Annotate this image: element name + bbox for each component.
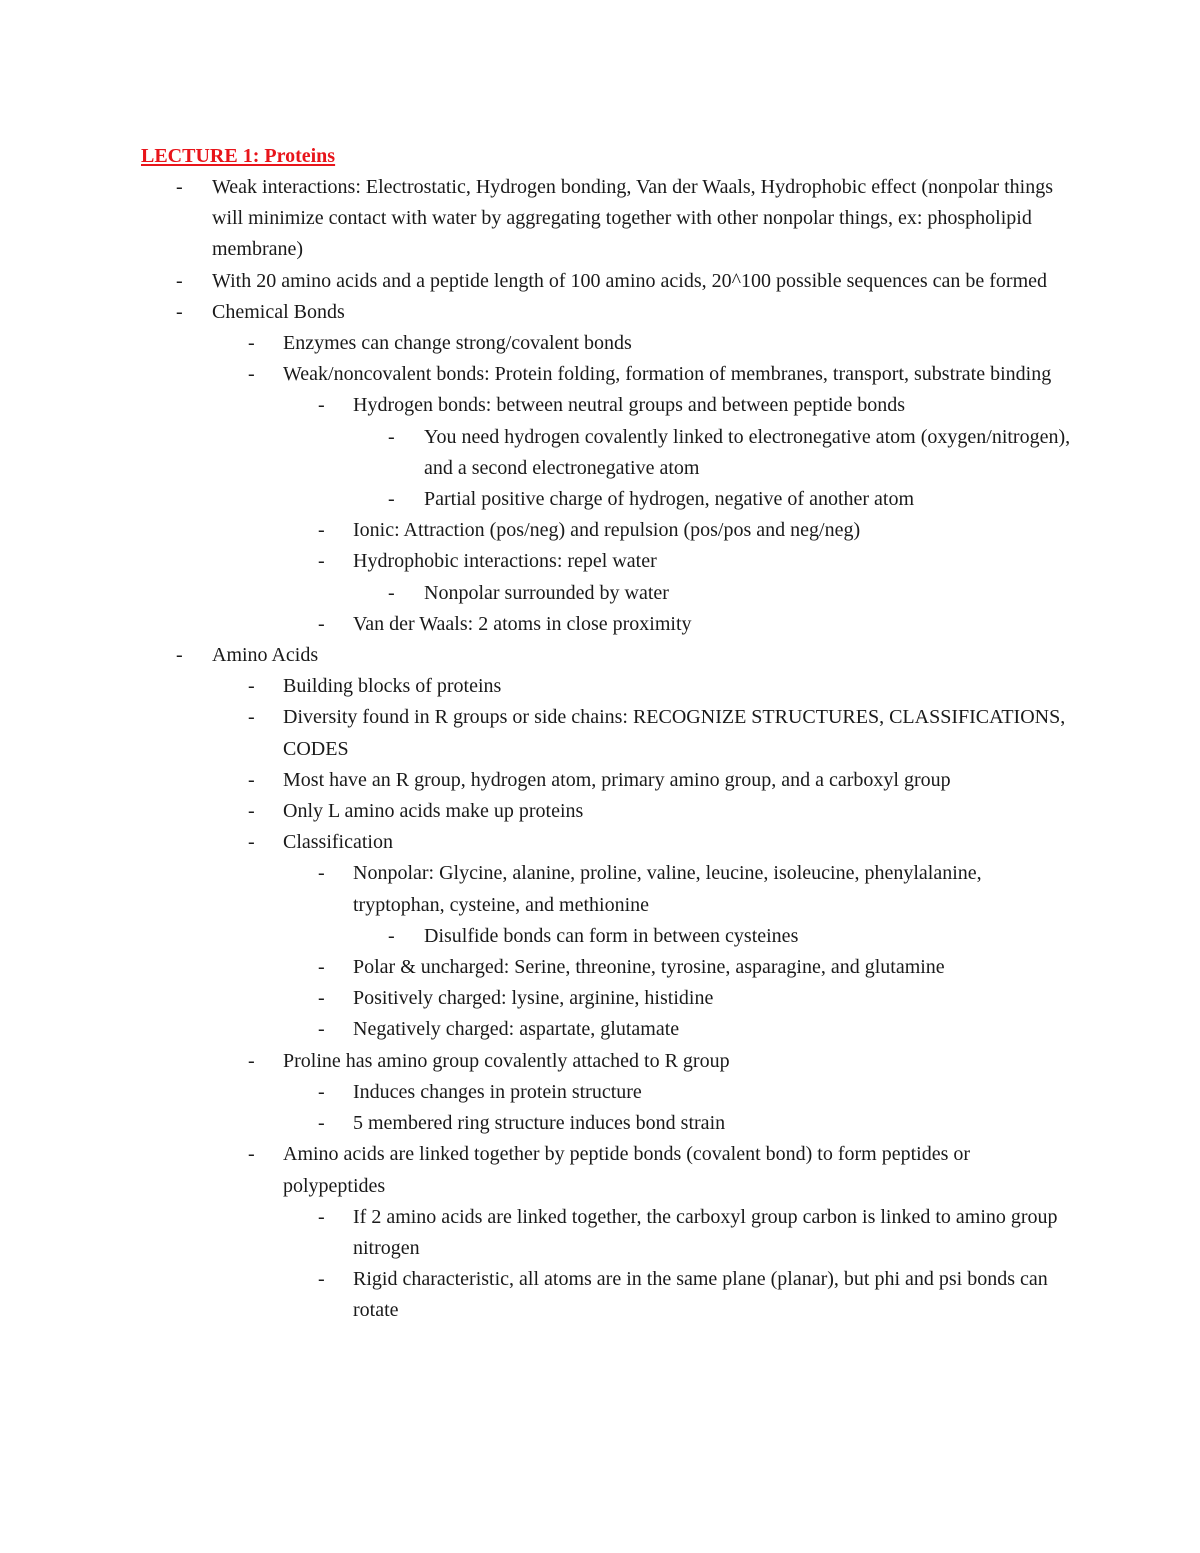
bullet-item-level-2 [0, 359, 1200, 390]
bullet-dash: - [176, 644, 183, 667]
bullet-item-level-2 [0, 328, 1200, 359]
bullet-item-level-3 [0, 858, 1200, 920]
bullet-item-level-3 [0, 952, 1200, 983]
bullet-item-level-3 [0, 983, 1200, 1014]
bullet-text: Diversity found in R groups or side chains: RECOGNIZE STRUCTURES, CLASSIFICATIONS, CODES [283, 706, 1066, 760]
bullet-dash: - [388, 581, 395, 604]
bullet-dash: - [248, 332, 255, 355]
bullet-item-level-3 [0, 390, 1200, 421]
bullet-dash: - [248, 363, 255, 386]
bullet-item-level-4 [0, 921, 1200, 952]
bullet-text: Hydrophobic interactions: repel water [353, 550, 657, 573]
bullet-dash: - [318, 862, 325, 885]
bullet-text: Hydrogen bonds: between neutral groups and between peptide bonds [353, 394, 906, 417]
bullet-dash: - [318, 612, 325, 635]
bullet-dash: - [248, 800, 255, 823]
bullet-item-level-3 [0, 1077, 1200, 1108]
bullet-dash: - [318, 987, 325, 1010]
bullet-dash: - [176, 300, 183, 323]
bullet-item-level-2 [0, 671, 1200, 702]
bullet-item-level-2 [0, 1046, 1200, 1077]
bullet-dash: - [318, 1205, 325, 1228]
bullet-dash: - [318, 519, 325, 542]
bullet-item-level-1 [0, 266, 1200, 297]
bullet-text: Nonpolar surrounded by water [424, 581, 669, 604]
bullet-item-level-1 [0, 297, 1200, 328]
bullet-text: You need hydrogen covalently linked to electronegative atom (oxygen/nitrogen), and a second electronegative atom [424, 425, 1071, 479]
bullet-text: Classification [283, 831, 393, 854]
bullet-item-level-3 [0, 609, 1200, 640]
bullet-item-level-1 [0, 172, 1200, 266]
bullet-text: Polar & uncharged: Serine, threonine, tyrosine, asparagine, and glutamine [353, 956, 945, 979]
bullet-dash: - [248, 1049, 255, 1072]
bullet-item-level-3 [0, 1108, 1200, 1139]
bullet-item-level-4 [0, 422, 1200, 484]
bullet-text: Most have an R group, hydrogen atom, primary amino group, and a carboxyl group [283, 768, 951, 791]
bullet-dash: - [248, 675, 255, 698]
bullet-dash: - [388, 924, 395, 947]
bullet-item-level-2 [0, 1139, 1200, 1201]
bullet-text: Ionic: Attraction (pos/neg) and repulsion (pos/pos and neg/neg) [353, 519, 861, 542]
bullet-text: Van der Waals: 2 atoms in close proximity [353, 612, 692, 635]
bullet-dash: - [248, 768, 255, 791]
bullet-text: 5 membered ring structure induces bond strain [353, 1112, 726, 1135]
bullet-text: Proline has amino group covalently attached to R group [283, 1049, 730, 1072]
bullet-text: Positively charged: lysine, arginine, histidine [353, 987, 714, 1010]
bullet-text: If 2 amino acids are linked together, the carboxyl group carbon is linked to amino group nitrogen [353, 1205, 1058, 1259]
bullet-dash: - [248, 831, 255, 854]
bullet-dash: - [318, 956, 325, 979]
bullet-item-level-4 [0, 578, 1200, 609]
bullet-dash: - [176, 176, 183, 198]
bullet-text: Disulfide bonds can form in between cysteines [424, 924, 799, 947]
bullet-text: Rigid characteristic, all atoms are in the same plane (planar), but phi and psi bonds can rotate [353, 1268, 1048, 1322]
bullet-item-level-1 [0, 640, 1200, 671]
bullet-text: Enzymes can change strong/covalent bonds [283, 332, 632, 355]
bullet-text: Amino Acids [212, 644, 319, 667]
bullet-dash: - [176, 269, 183, 292]
bullet-text: Chemical Bonds [212, 300, 345, 323]
bullet-dash: - [318, 550, 325, 573]
bullet-item-level-3 [0, 546, 1200, 577]
bullet-text: Partial positive charge of hydrogen, negative of another atom [424, 488, 915, 511]
bullet-text: Negatively charged: aspartate, glutamate [353, 1018, 680, 1041]
bullet-dash: - [388, 425, 395, 448]
bullet-dash: - [248, 706, 255, 729]
bullet-dash: - [248, 1143, 255, 1166]
bullet-text: Nonpolar: Glycine, alanine, proline, valine, leucine, isoleucine, phenylalanine, tryptophan, cysteine, and methionine [353, 862, 982, 916]
bullet-item-level-2 [0, 765, 1200, 796]
bullet-dash: - [388, 488, 395, 511]
bullet-item-level-2 [0, 702, 1200, 764]
bullet-dash: - [318, 394, 325, 417]
bullet-item-level-3 [0, 515, 1200, 546]
bullet-text: Only L amino acids make up proteins [283, 800, 584, 823]
bullet-dash: - [318, 1018, 325, 1041]
bullet-dash: - [318, 1112, 325, 1135]
bullet-item-level-3 [0, 1202, 1200, 1264]
bullet-item-level-4 [0, 484, 1200, 515]
bullet-item-level-3 [0, 1264, 1200, 1326]
bullet-dash: - [318, 1268, 325, 1291]
bullet-text: Amino acids are linked together by peptide bonds (covalent bond) to form peptides or polypeptides [283, 1143, 971, 1197]
notes-outline [0, 172, 1200, 1327]
bullet-text: Weak/noncovalent bonds: Protein folding, formation of membranes, transport, substrate binding [283, 363, 1052, 386]
bullet-dash: - [318, 1080, 325, 1103]
bullet-text: Building blocks of proteins [283, 675, 502, 698]
bullet-text: With 20 amino acids and a peptide length of 100 amino acids, 20^100 possible sequences can be formed [212, 269, 1048, 292]
bullet-item-level-2 [0, 827, 1200, 858]
bullet-item-level-2 [0, 796, 1200, 827]
bullet-item-level-3 [0, 1014, 1200, 1045]
bullet-text: Induces changes in protein structure [353, 1080, 642, 1103]
lecture-title: LECTURE 1: Proteins [141, 145, 336, 167]
bullet-text: Weak interactions: Electrostatic, Hydrogen bonding, Van der Waals, Hydrophobic effect (nonpolar things will minimize contact with water by aggregating together with other nonpolar things, ex: phospholipid membrane) [212, 176, 1053, 261]
